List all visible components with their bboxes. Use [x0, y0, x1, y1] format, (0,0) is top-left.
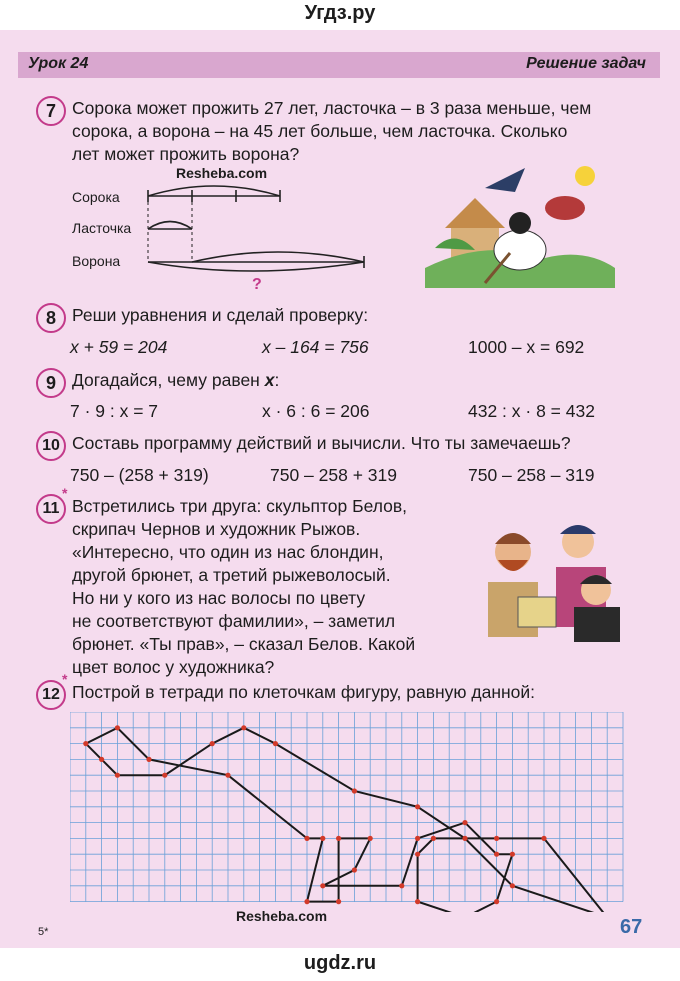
figure-vertex [415, 804, 420, 809]
figure-vertex [320, 836, 325, 841]
figure-vertex [336, 899, 341, 904]
task-11-line-6: не соответствуют фамилии», – заметил [72, 611, 396, 631]
task-11-line-3: «Интересно, что один из нас блондин, [72, 542, 384, 562]
birds-illustration [425, 158, 615, 288]
task-8-eq-1: x + 59 = 204 [70, 337, 168, 357]
task-11-line-4: другой брюнет, а третий рыжеволосый. [72, 565, 391, 585]
task-11-number: 11 [36, 494, 66, 524]
task-7-line-3: лет может прожить ворона? [72, 144, 300, 164]
figure-vertex [352, 867, 357, 872]
figure-vertex [415, 852, 420, 857]
figure-vertex [83, 741, 88, 746]
figure-vertex [304, 836, 309, 841]
figure-vertex [241, 725, 246, 730]
figure-vertex [510, 883, 515, 888]
figure-vertex [399, 883, 404, 888]
task-9-var: x [264, 370, 275, 390]
figure-vertex [115, 773, 120, 778]
task-12-number: 12 [36, 680, 66, 710]
task-10-text: Составь программу действий и вычисли. Что ты замечаешь? [72, 433, 571, 453]
task-7-number: 7 [36, 96, 66, 126]
lesson-topic: Решение задач [526, 55, 646, 72]
task-11-line-8: цвет волос у художника? [72, 657, 275, 677]
task-11-line-2: скрипач Чернов и художник Рыжов. [72, 519, 361, 539]
task-9-text-before: Догадайся, чему равен [72, 370, 265, 390]
task-8-number: 8 [36, 303, 66, 333]
label-lastochka: Ласточка [72, 220, 132, 236]
task-11-line-5: Но ни у кого из нас волосы по цвету [72, 588, 366, 608]
figure-vertex [494, 852, 499, 857]
figure-vertex [541, 836, 546, 841]
site-title-bottom[interactable]: ugdz.ru [303, 952, 377, 974]
task-8-eq-2: x – 164 = 756 [262, 337, 369, 357]
task-7-line-1: Сорока может прожить 27 лет, ласточка – в 3 раза меньше, чем [72, 98, 592, 118]
figure-vertex [304, 899, 309, 904]
figure-vertex [415, 899, 420, 904]
figure-vertex [494, 899, 499, 904]
footer-note: 5* [38, 926, 49, 938]
task-9-text [72, 369, 279, 392]
figure-vertex [510, 852, 515, 857]
task-9-text-after: : [274, 370, 280, 390]
figure-vertex [336, 836, 341, 841]
lesson-number: Урок 24 [28, 55, 89, 72]
figure-vertex [462, 836, 467, 841]
figure-vertex [162, 773, 167, 778]
task-12-star: * [62, 671, 68, 687]
task-11-line-1: Встретились три друга: скульптор Белов, [72, 496, 408, 516]
figure-vertex [431, 836, 436, 841]
figure-vertex [99, 757, 104, 762]
figure-vertex [462, 820, 467, 825]
task-11-star: * [62, 485, 68, 501]
question-mark: ? [252, 276, 262, 293]
task-9-eq-2: x · 6 : 6 = 206 [262, 401, 370, 421]
grid-drawing [70, 712, 635, 912]
site-title-top[interactable]: Угдз.ру [304, 2, 376, 24]
task-10-expr-3: 750 – 258 – 319 [468, 465, 595, 485]
figure-vertex [352, 788, 357, 793]
label-vorona: Ворона [72, 253, 121, 269]
figure-vertex [146, 757, 151, 762]
figure-vertex [494, 836, 499, 841]
task-11-line-7: брюнет. «Ты прав», – сказал Белов. Какой [72, 634, 416, 654]
watermark-2: Resheba.com [236, 908, 328, 924]
figure-vertex [210, 741, 215, 746]
watermark-1: Resheba.com [176, 165, 268, 181]
task-9-eq-3: 432 : x · 8 = 432 [468, 401, 595, 421]
friends-illustration [478, 512, 628, 642]
task-10-expr-2: 750 – 258 + 319 [270, 465, 397, 485]
figure-vertex [225, 773, 230, 778]
figure-vertex [368, 836, 373, 841]
figure-vertex [415, 836, 420, 841]
task-9-number: 9 [36, 368, 66, 398]
figure-vertex [320, 883, 325, 888]
figure-vertex [273, 741, 278, 746]
page-number: 67 [620, 916, 643, 938]
segment-diagram [140, 180, 380, 280]
task-8-text: Реши уравнения и сделай проверку: [72, 305, 369, 325]
task-10-expr-1: 750 – (258 + 319) [70, 465, 209, 485]
figure-vertex [115, 725, 120, 730]
task-10-number: 10 [36, 431, 66, 461]
task-12-text: Построй в тетради по клеточкам фигуру, равную данной: [72, 682, 536, 702]
lesson-header [18, 52, 660, 78]
task-8-eq-3: 1000 – x = 692 [468, 337, 585, 357]
figure-outline [86, 728, 607, 912]
task-9-eq-1: 7 · 9 : x = 7 [70, 401, 159, 421]
label-soroka: Сорока [72, 189, 120, 205]
task-7-line-2: сорока, а ворона – на 45 лет больше, чем ласточка. Сколько [72, 121, 568, 141]
